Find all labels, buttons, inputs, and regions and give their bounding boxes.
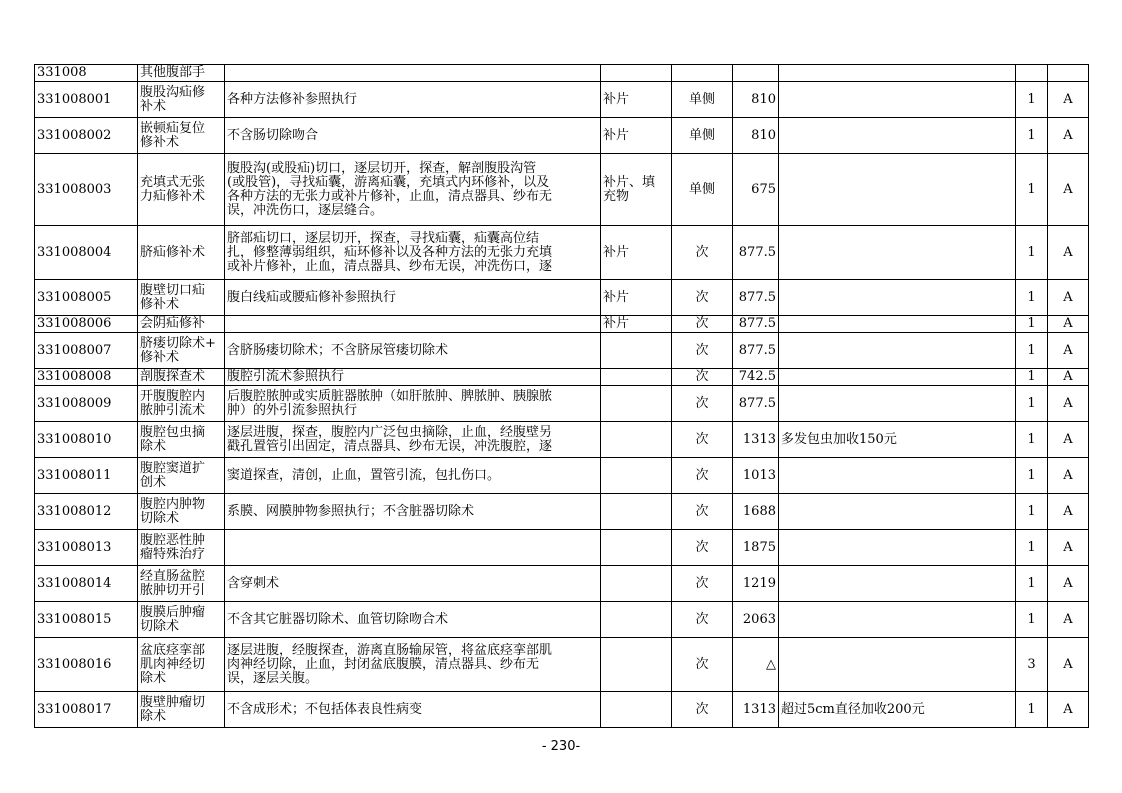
page-number: - 230- [541, 739, 581, 754]
row-content: 后腹腔脓肿或实质脏器脓肿（如肝脓肿、脾脓肿、胰腺脓 肿）的外引流参照执行 [225, 386, 601, 422]
row-excluded [601, 422, 672, 458]
row-note [779, 333, 1016, 369]
row-price: 742.5 [733, 369, 779, 386]
table-body [35, 65, 1089, 728]
row-unit: 次 [672, 566, 733, 602]
row-content: 腹白线疝或腰疝修补参照执行 [225, 280, 601, 316]
row-excluded: 补片 [601, 226, 672, 280]
row-price: 1313 [733, 422, 779, 458]
row-class: A [1048, 494, 1089, 530]
row-name: 腹股沟疝修 补术 [138, 82, 225, 118]
row-note [779, 458, 1016, 494]
row-note [779, 154, 1016, 226]
row-content [225, 65, 601, 82]
row-excluded [601, 369, 672, 386]
row-class: A [1048, 118, 1089, 154]
row-excluded: 补片 [601, 280, 672, 316]
row-level: 1 [1016, 458, 1048, 494]
table-row [35, 226, 1089, 280]
row-excluded [601, 386, 672, 422]
row-class: A [1048, 692, 1089, 728]
row-unit: 次 [672, 494, 733, 530]
row-class: A [1048, 530, 1089, 566]
table-row [35, 692, 1089, 728]
row-excluded [601, 638, 672, 692]
row-level: 3 [1016, 638, 1048, 692]
row-name: 脐疝修补术 [138, 226, 225, 280]
row-name: 腹腔内肿物 切除术 [138, 494, 225, 530]
row-name: 腹膜后肿瘤 切除术 [138, 602, 225, 638]
row-price [733, 65, 779, 82]
row-class: A [1048, 458, 1089, 494]
row-note [779, 369, 1016, 386]
row-class: A [1048, 226, 1089, 280]
row-level: 1 [1016, 333, 1048, 369]
row-excluded: 补片 [601, 118, 672, 154]
row-name: 其他腹部手 [138, 65, 225, 82]
row-class: A [1048, 566, 1089, 602]
row-excluded: 补片 [601, 316, 672, 333]
row-excluded [601, 65, 672, 82]
row-content: 逐层进腹，经腹探查，游离直肠输尿管，将盆底痉挛部肌 肉神经切除，止血，封闭盆底腹膜，清点器具、纱布无 误，逐层关腹。 [225, 638, 601, 692]
row-note: 多发包虫加收150元 [779, 422, 1016, 458]
row-excluded [601, 566, 672, 602]
row-price: 810 [733, 118, 779, 154]
row-level: 1 [1016, 82, 1048, 118]
table-row [35, 530, 1089, 566]
row-name: 脐瘘切除术+ 修补术 [138, 333, 225, 369]
row-note [779, 494, 1016, 530]
row-code: 331008012 [35, 494, 138, 530]
row-unit: 单侧 [672, 118, 733, 154]
row-unit: 次 [672, 692, 733, 728]
row-code: 331008011 [35, 458, 138, 494]
row-code: 331008001 [35, 82, 138, 118]
row-price: 1013 [733, 458, 779, 494]
row-content: 不含肠切除吻合 [225, 118, 601, 154]
row-note [779, 386, 1016, 422]
row-excluded [601, 530, 672, 566]
row-class: A [1048, 316, 1089, 333]
row-excluded: 补片、填 充物 [601, 154, 672, 226]
row-content: 逐层进腹，探查，腹腔内广泛包虫摘除，止血，经腹壁另 戳孔置管引出固定，清点器具、纱布无误，冲洗腹腔，逐 [225, 422, 601, 458]
row-unit: 次 [672, 386, 733, 422]
row-note [779, 280, 1016, 316]
table-row [35, 280, 1089, 316]
row-price: 675 [733, 154, 779, 226]
row-excluded [601, 494, 672, 530]
table-row [35, 458, 1089, 494]
row-note [779, 82, 1016, 118]
row-class: A [1048, 82, 1089, 118]
table-row [35, 154, 1089, 226]
row-content: 脐部疝切口，逐层切开，探查，寻找疝囊，疝囊高位结 扎，修整薄弱组织，疝环修补以及各种方法的无张力充填 或补片修补，止血，清点器具、纱布无误，冲洗伤口，逐 [225, 226, 601, 280]
row-unit: 次 [672, 333, 733, 369]
row-unit: 次 [672, 638, 733, 692]
row-name: 腹壁切口疝 修补术 [138, 280, 225, 316]
row-note [779, 566, 1016, 602]
row-level: 1 [1016, 226, 1048, 280]
row-level: 1 [1016, 566, 1048, 602]
row-unit: 次 [672, 369, 733, 386]
row-excluded: 补片 [601, 82, 672, 118]
row-code: 331008007 [35, 333, 138, 369]
row-price: 877.5 [733, 316, 779, 333]
row-content: 不含其它脏器切除术、血管切除吻合术 [225, 602, 601, 638]
row-class: A [1048, 333, 1089, 369]
row-level: 1 [1016, 530, 1048, 566]
table-row [35, 82, 1089, 118]
row-unit: 次 [672, 226, 733, 280]
row-excluded [601, 602, 672, 638]
row-unit: 单侧 [672, 82, 733, 118]
row-note [779, 226, 1016, 280]
table-row [35, 65, 1089, 82]
row-code: 331008 [35, 65, 138, 82]
row-note [779, 530, 1016, 566]
row-price: 810 [733, 82, 779, 118]
row-excluded [601, 333, 672, 369]
row-content: 腹股沟(或股疝)切口，逐层切开，探查，解剖腹股沟管 (或股管)，寻找疝囊，游离疝囊，充填式内环修补，以及 各种方法的无张力或补片修补，止血，清点器具、纱布无 误，冲洗伤口，逐层缝合。 [225, 154, 601, 226]
row-unit: 次 [672, 280, 733, 316]
row-code: 331008010 [35, 422, 138, 458]
row-level: 1 [1016, 154, 1048, 226]
row-code: 331008002 [35, 118, 138, 154]
row-level: 1 [1016, 422, 1048, 458]
table-row [35, 602, 1089, 638]
row-unit: 次 [672, 422, 733, 458]
row-code: 331008006 [35, 316, 138, 333]
row-name: 剖腹探查术 [138, 369, 225, 386]
row-content [225, 316, 601, 333]
row-unit: 次 [672, 602, 733, 638]
row-content: 含脐肠瘘切除术；不含脐尿管瘘切除术 [225, 333, 601, 369]
row-price: 1875 [733, 530, 779, 566]
row-class: A [1048, 638, 1089, 692]
row-level: 1 [1016, 692, 1048, 728]
table-row [35, 316, 1089, 333]
row-class: A [1048, 280, 1089, 316]
row-name: 开腹腹腔内 脓肿引流术 [138, 386, 225, 422]
row-name: 充填式无张 力疝修补术 [138, 154, 225, 226]
row-excluded [601, 692, 672, 728]
row-class: A [1048, 369, 1089, 386]
row-code: 331008015 [35, 602, 138, 638]
row-code: 331008017 [35, 692, 138, 728]
row-price: 877.5 [733, 226, 779, 280]
row-price: 1688 [733, 494, 779, 530]
row-note [779, 118, 1016, 154]
row-excluded [601, 458, 672, 494]
row-code: 331008008 [35, 369, 138, 386]
row-code: 331008005 [35, 280, 138, 316]
row-name: 经直肠盆腔 脓肿切开引 [138, 566, 225, 602]
row-level [1016, 65, 1048, 82]
row-code: 331008004 [35, 226, 138, 280]
row-content: 各种方法修补参照执行 [225, 82, 601, 118]
row-level: 1 [1016, 316, 1048, 333]
row-unit: 单侧 [672, 154, 733, 226]
row-level: 1 [1016, 386, 1048, 422]
row-price: 2063 [733, 602, 779, 638]
row-note: 超过5cm直径加收200元 [779, 692, 1016, 728]
row-class: A [1048, 386, 1089, 422]
row-code: 331008009 [35, 386, 138, 422]
row-content: 不含成形术；不包括体表良性病变 [225, 692, 601, 728]
row-note [779, 316, 1016, 333]
fee-schedule-table [34, 64, 1089, 728]
row-class [1048, 65, 1089, 82]
row-unit: 次 [672, 458, 733, 494]
row-price: △ [733, 638, 779, 692]
table-row [35, 422, 1089, 458]
row-note [779, 65, 1016, 82]
row-class: A [1048, 422, 1089, 458]
row-level: 1 [1016, 494, 1048, 530]
row-content: 含穿刺术 [225, 566, 601, 602]
row-class: A [1048, 602, 1089, 638]
table-row [35, 333, 1089, 369]
row-price: 1313 [733, 692, 779, 728]
table-row [35, 566, 1089, 602]
table-row [35, 386, 1089, 422]
table-row [35, 118, 1089, 154]
row-content [225, 530, 601, 566]
row-content: 窦道探查，清创，止血，置管引流，包扎伤口。 [225, 458, 601, 494]
row-price: 877.5 [733, 386, 779, 422]
row-price: 877.5 [733, 280, 779, 316]
row-level: 1 [1016, 602, 1048, 638]
row-unit: 次 [672, 316, 733, 333]
table-row [35, 494, 1089, 530]
row-code: 331008014 [35, 566, 138, 602]
row-name: 嵌顿疝复位 修补术 [138, 118, 225, 154]
row-name: 腹腔包虫摘 除术 [138, 422, 225, 458]
row-price: 877.5 [733, 333, 779, 369]
row-class: A [1048, 154, 1089, 226]
row-code: 331008013 [35, 530, 138, 566]
row-unit [672, 65, 733, 82]
table-row [35, 638, 1089, 692]
row-name: 腹壁肿瘤切 除术 [138, 692, 225, 728]
row-content: 系膜、网膜肿物参照执行；不含脏器切除术 [225, 494, 601, 530]
row-code: 331008003 [35, 154, 138, 226]
row-price: 1219 [733, 566, 779, 602]
row-name: 腹腔窦道扩 创术 [138, 458, 225, 494]
row-level: 1 [1016, 369, 1048, 386]
row-level: 1 [1016, 280, 1048, 316]
row-unit: 次 [672, 530, 733, 566]
row-level: 1 [1016, 118, 1048, 154]
row-note [779, 602, 1016, 638]
row-name: 盆底痉挛部 肌肉神经切 除术 [138, 638, 225, 692]
row-code: 331008016 [35, 638, 138, 692]
row-note [779, 638, 1016, 692]
row-content: 腹腔引流术参照执行 [225, 369, 601, 386]
row-name: 腹腔恶性肿 瘤特殊治疗 [138, 530, 225, 566]
table-row [35, 369, 1089, 386]
row-name: 会阴疝修补 [138, 316, 225, 333]
